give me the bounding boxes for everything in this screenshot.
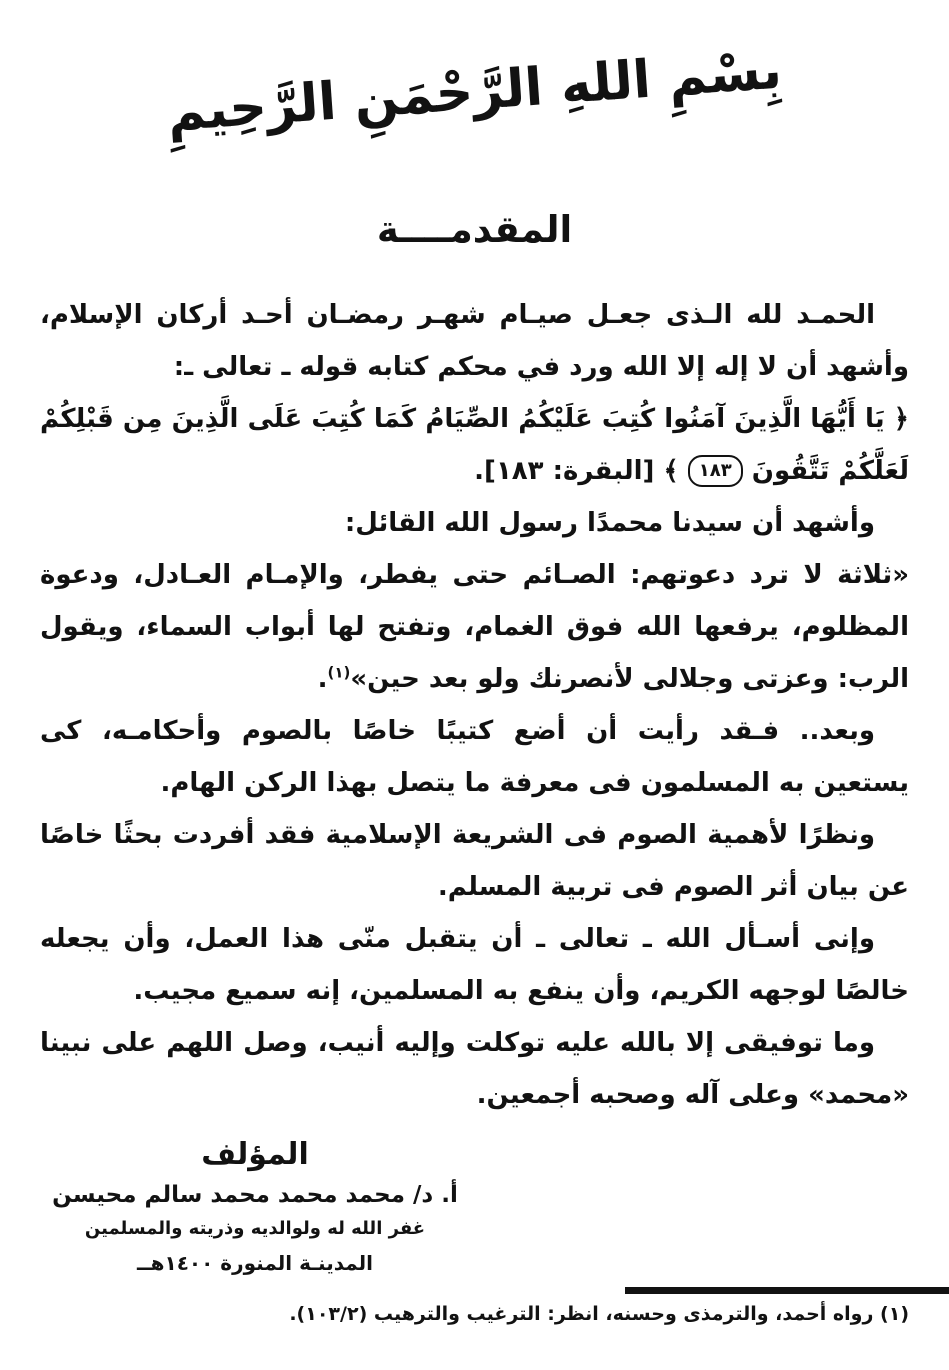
hadith-period: .: [317, 664, 328, 694]
hadith-paragraph: [40, 549, 909, 705]
paragraph-shahada: وأشهد أن سيدنا محمدًا رسول الله القائل:: [344, 508, 875, 538]
paragraph-wabad: وبعد.. فـقد رأيت أن أضع كتيبًا خاصًا بالصوم وأحكامـه، كى يستعين به المسلمون فى معرفة ما يتصل بهذا الركن الهام.: [40, 716, 909, 798]
verse-text: يَا أَيُّهَا الَّذِينَ آمَنُوا كُتِبَ عَلَيْكُمُ الصِّيَامُ كَمَا كُتِبَ عَلَى الَّذِينَ مِن قَبْلِكُمْ لَعَلَّكُمْ تَتَّقُونَ: [40, 404, 909, 486]
body-text: [40, 289, 909, 1121]
book-page: [0, 26, 949, 1370]
paragraph-hamd: الحمـد لله الـذى جعـل صيـام شهـر رمضـان أحـد أركان الإسلام، وأشهد أن لا إله إلا الله ورد في محكم كتابه قوله ـ تعالى ـ:: [40, 300, 909, 382]
verse-open-bracket: ﴿: [893, 404, 909, 434]
footnote-separator: [625, 1287, 949, 1294]
footnote-marker: (١): [327, 663, 351, 682]
verse-close-bracket: ﴾: [663, 456, 679, 486]
author-prayer: غفر الله له ولوالديه وذريته والمسلمين: [84, 1218, 426, 1239]
author-signature-block: [40, 1137, 470, 1275]
place-and-date: المدينـة المنورة ١٤٠٠هــ: [136, 1251, 374, 1275]
bismillah-calligraphy: بِسْمِ اللهِ الرَّحْمَنِ الرَّحِيمِ: [165, 40, 784, 144]
author-name: أ. د/ محمد محمد محمد سالم محيسن: [52, 1182, 458, 1208]
verse-reference: [البقرة: ١٨٣].: [474, 456, 655, 486]
ayah-number-cartouche: ١٨٣: [688, 455, 743, 487]
hadith-text: «ثلاثة لا ترد دعوتهم: الصـائم حتى يفطر، والإمـام العـادل، ودعوة المظلوم، يرفعها الله فوق الغمام، وتفتح لها أبواب السماء، ويقول الرب: وعزتى وجلالى لأنصرنك ولو بعد حين»: [40, 560, 909, 694]
quran-verse: [40, 393, 909, 497]
footnote-text: (١) رواه أحمد، والترمذى وحسنه، انظر: الترغيب والترهيب (١٠٣/٢).: [289, 1303, 909, 1325]
paragraph-tawfiq: وما توفيقى إلا بالله عليه توكلت وإليه أنيب، وصل اللهم على نبينا «محمد» وعلى آله وصحبه أجمعين.: [40, 1028, 909, 1110]
author-heading: المؤلف: [201, 1137, 309, 1172]
page-title: المقدمــــة: [376, 208, 573, 251]
paragraph-asal: وإنى أسـأل الله ـ تعالى ـ أن يتقبل منّى هذا العمل، وأن يجعله خالصًا لوجهه الكريم، وأن ينفع به المسلمين، إنه سميع مجيب.: [40, 924, 909, 1006]
paragraph-nazaran: ونظرًا لأهمية الصوم فى الشريعة الإسلامية فقد أفردت بحثًا خاصًا عن بيان أثر الصوم فى تربية المسلم.: [40, 820, 909, 902]
footnote-area: [40, 1287, 909, 1325]
